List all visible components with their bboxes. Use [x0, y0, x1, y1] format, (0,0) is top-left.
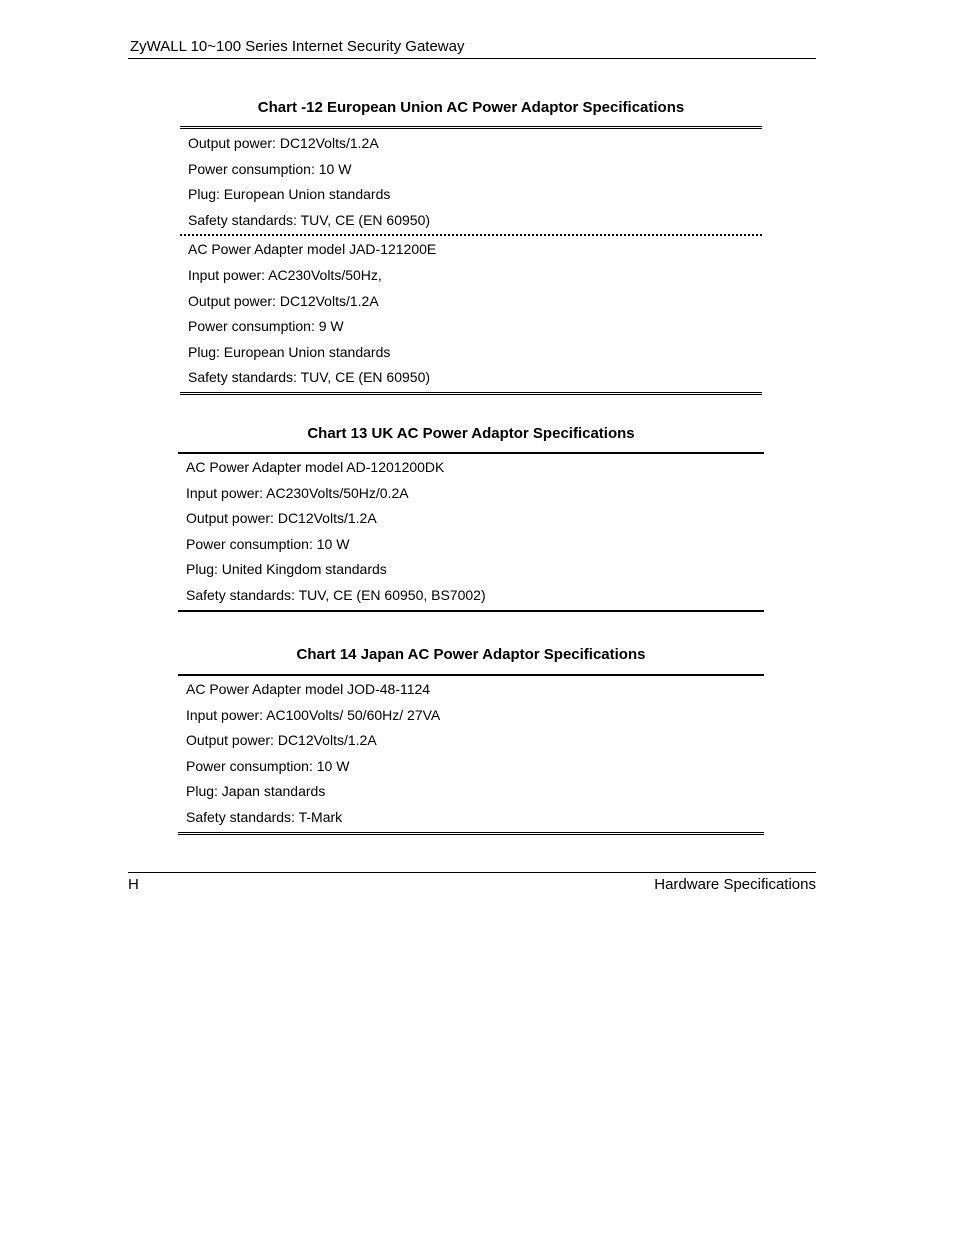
table-row: AC Power Adapter model JOD-48-1124 — [186, 681, 431, 697]
table-row: Plug: United Kingdom standards — [186, 561, 387, 578]
table-row: Power consumption: 9 W — [188, 318, 344, 335]
chart-12-table — [180, 126, 762, 395]
chart-13-table — [178, 452, 764, 612]
table-bottom-rule — [178, 832, 764, 835]
chart-12-title: Chart -12 European Union AC Power Adaptor Specifications — [257, 99, 685, 116]
table-row: Power consumption: 10 W — [186, 757, 350, 774]
table-row: Input power: AC100Volts/ 50/60Hz/ 27VA — [186, 706, 441, 723]
table-bottom-rule — [180, 392, 762, 395]
table-top-rule — [178, 452, 764, 454]
table-row: Safety standards: TUV, CE (EN 60950) — [188, 211, 431, 228]
table-row: Safety standards: TUV, CE (EN 60950, BS7002) — [186, 586, 486, 603]
page-footer — [128, 872, 816, 897]
chart-14-title: Chart 14 Japan AC Power Adaptor Specifications — [296, 646, 646, 663]
table-top-rule — [178, 674, 764, 676]
group-separator — [180, 234, 762, 236]
table-row: Power consumption: 10 W — [188, 160, 352, 177]
page-header — [128, 36, 816, 59]
table-row: Safety standards: TUV, CE (EN 60950) — [188, 369, 431, 386]
table-row: Output power: DC12Volts/1.2A — [186, 510, 377, 527]
table-row: Output power: DC12Volts/1.2A — [186, 732, 377, 749]
footer-section-title: Hardware Specifications — [654, 876, 816, 893]
table-top-rule — [180, 126, 762, 129]
table-row: Output power: DC12Volts/1.2A — [188, 292, 379, 309]
table-row: Plug: European Union standards — [188, 186, 391, 203]
footer-page-label: H — [128, 876, 139, 893]
table-row: Plug: Japan standards — [186, 783, 326, 800]
chart-14-table — [178, 674, 764, 835]
table-row: AC Power Adapter model AD-1201200DK — [186, 459, 445, 475]
table-row: Power consumption: 10 W — [186, 535, 350, 552]
table-bottom-rule — [178, 610, 764, 612]
table-row: Safety standards: T-Mark — [186, 808, 343, 825]
table-row: Input power: AC230Volts/50Hz, — [188, 266, 382, 283]
table-row: Plug: European Union standards — [188, 343, 391, 360]
table-row: Input power: AC230Volts/50Hz/0.2A — [186, 484, 409, 501]
header-title: ZyWALL 10~100 Series Internet Security Gateway — [130, 38, 465, 55]
table-row: AC Power Adapter model JAD-121200E — [188, 241, 437, 258]
table-row: Output power: DC12Volts/1.2A — [188, 135, 379, 151]
chart-13-title: Chart 13 UK AC Power Adaptor Specifications — [307, 425, 635, 442]
